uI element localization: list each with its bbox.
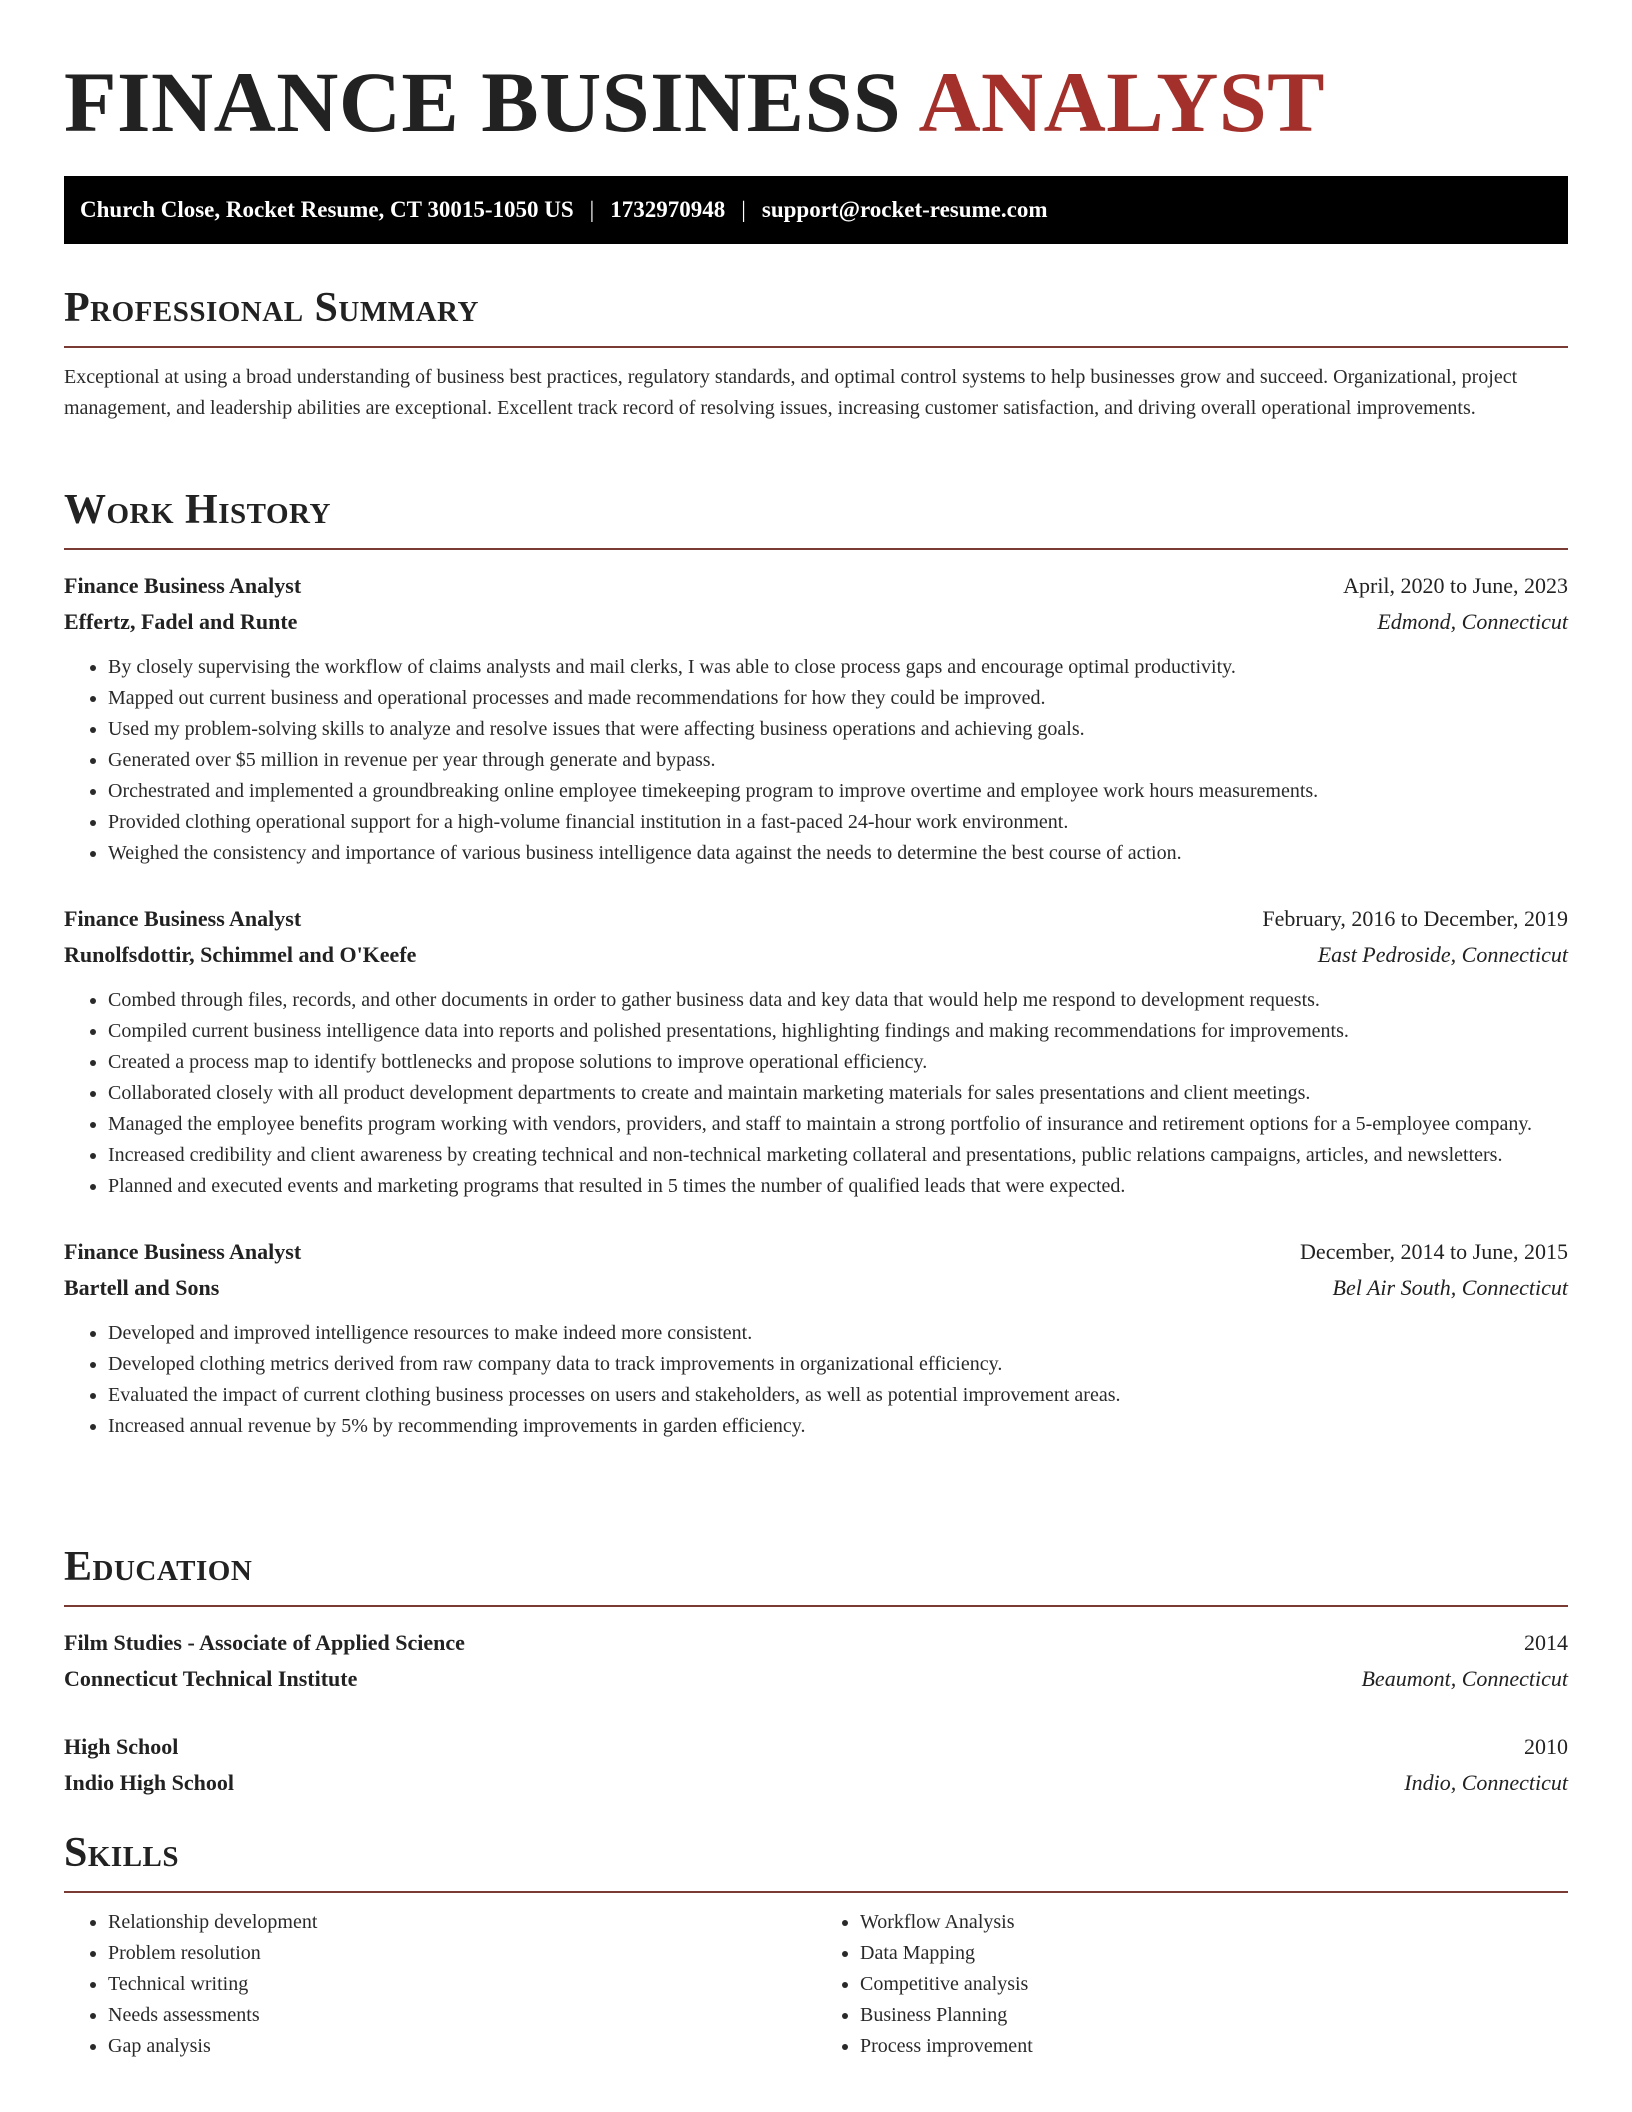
job-company: Effertz, Fadel and Runte (64, 609, 298, 634)
skill-item: • Problem resolution (108, 1938, 816, 1969)
list-item: • Evaluated the impact of current clothing business processes on users and stakeholders, as well as potential improvement areas. (108, 1380, 1568, 1411)
job-location: Bel Air South, Connecticut (1332, 1275, 1568, 1300)
list-item: • Compiled current business intelligence data into reports and polished presentations, highlighting findings and making recommendations for improvements. (108, 1016, 1568, 1047)
education-year: 2010 (1524, 1734, 1568, 1759)
education-location: Beaumont, Connecticut (1361, 1666, 1568, 1691)
list-item: • Developed clothing metrics derived from raw company data to track improvements in organizational efficiency. (108, 1349, 1568, 1380)
skill-item: • Process improvement (860, 2031, 1568, 2062)
contact-address: Church Close, Rocket Resume, CT 30015-1050 US (80, 197, 574, 222)
title-main: FINANCE BUSINESS (64, 54, 902, 150)
job-entry (64, 1234, 1568, 1442)
education-entry (64, 1729, 1568, 1801)
job-dates: February, 2016 to December, 2019 (1262, 906, 1568, 931)
list-item: • Collaborated closely with all product development departments to create and maintain marketing materials for sales presentations and client meetings. (108, 1078, 1568, 1109)
job-title: Finance Business Analyst (64, 573, 302, 598)
skill-item: • Competitive analysis (860, 1969, 1568, 2000)
contact-phone[interactable]: 1732970948 (610, 197, 726, 222)
skill-item: • Workflow Analysis (860, 1907, 1568, 1938)
contact-separator: | (741, 197, 746, 222)
list-item: • Generated over $5 million in revenue per year through generate and bypass. (108, 745, 1568, 776)
skill-item: • Needs assessments (108, 2000, 816, 2031)
education-degree: High School (64, 1734, 179, 1759)
job-bullets (64, 985, 1568, 1202)
list-item: • By closely supervising the workflow of claims analysts and mail clerks, I was able to close process gaps and encourage optimal productivity. (108, 652, 1568, 683)
title-accent: ANALYST (918, 54, 1326, 150)
contact-separator: | (589, 197, 595, 222)
skills-section (64, 1829, 1568, 2062)
list-item: • Increased annual revenue by 5% by recommending improvements in garden efficiency. (108, 1411, 1568, 1442)
job-dates: December, 2014 to June, 2015 (1300, 1239, 1568, 1264)
education-degree: Film Studies - Associate of Applied Science (64, 1630, 465, 1655)
job-entry (64, 568, 1568, 869)
job-company: Runolfsdottir, Schimmel and O'Keefe (64, 942, 417, 967)
education-location: Indio, Connecticut (1404, 1770, 1568, 1795)
education-school: Connecticut Technical Institute (64, 1666, 358, 1691)
work-history-heading: Work History (64, 486, 1568, 550)
education-section (64, 1543, 1568, 1801)
summary-heading: Professional Summary (64, 284, 1568, 348)
list-item: • Orchestrated and implemented a groundbreaking online employee timekeeping program to improve overtime and employee work hours measurements. (108, 776, 1568, 807)
skill-item: • Technical writing (108, 1969, 816, 2000)
skills-heading: Skills (64, 1829, 1568, 1893)
list-item: • Created a process map to identify bottlenecks and propose solutions to improve operational efficiency. (108, 1047, 1568, 1078)
list-item: • Mapped out current business and operational processes and made recommendations for how they could be improved. (108, 683, 1568, 714)
work-history-section (64, 486, 1568, 1442)
summary-text: Exceptional at using a broad understanding of business best practices, regulatory standards, and optimal control systems to help businesses grow and succeed. Organizational, project management, and leadership abilities are exceptional. Excellent track record of resolving issues, increasing customer satisfaction, and driving overall operational improvements. (64, 366, 1518, 419)
list-item: • Developed and improved intelligence resources to make indeed more consistent. (108, 1318, 1568, 1349)
education-entry (64, 1625, 1568, 1697)
list-item: • Planned and executed events and marketing programs that resulted in 5 times the number of qualified leads that were expected. (108, 1171, 1568, 1202)
skills-list-left (64, 1907, 816, 2062)
job-bullets (64, 652, 1568, 869)
page-title (64, 52, 1325, 152)
list-item: • Provided clothing operational support for a high-volume financial institution in a fast-paced 24-hour work environment. (108, 807, 1568, 838)
list-item: • Combed through files, records, and other documents in order to gather business data and key data that would help me respond to development requests. (108, 985, 1568, 1016)
education-heading: Education (64, 1543, 1568, 1607)
contact-bar (64, 176, 1568, 244)
list-item: • Managed the employee benefits program working with vendors, providers, and staff to maintain a strong portfolio of insurance and retirement options for a 5-employee company. (108, 1109, 1568, 1140)
job-dates: April, 2020 to June, 2023 (1343, 573, 1568, 598)
skill-item: • Business Planning (860, 2000, 1568, 2031)
job-title: Finance Business Analyst (64, 906, 302, 931)
skill-item: • Data Mapping (860, 1938, 1568, 1969)
education-school: Indio High School (64, 1770, 234, 1795)
education-year: 2014 (1524, 1630, 1568, 1655)
job-location: Edmond, Connecticut (1377, 609, 1568, 634)
job-title: Finance Business Analyst (64, 1239, 302, 1264)
skill-item: • Gap analysis (108, 2031, 816, 2062)
skills-list-right (816, 1907, 1568, 2062)
skill-item: • Relationship development (108, 1907, 816, 1938)
job-location: East Pedroside, Connecticut (1317, 942, 1568, 967)
list-item: • Weighed the consistency and importance of various business intelligence data against the needs to determine the best course of action. (108, 838, 1568, 869)
skills-columns (64, 1907, 1568, 2062)
job-bullets (64, 1318, 1568, 1442)
list-item: • Used my problem-solving skills to analyze and resolve issues that were affecting business operations and achieving goals. (108, 714, 1568, 745)
list-item: • Increased credibility and client awareness by creating technical and non-technical marketing collateral and presentations, public relations campaigns, articles, and newsletters. (108, 1140, 1568, 1171)
contact-email[interactable]: support@rocket-resume.com (761, 197, 1048, 222)
job-entry (64, 901, 1568, 1202)
summary-section (64, 284, 1568, 424)
job-company: Bartell and Sons (64, 1275, 220, 1300)
